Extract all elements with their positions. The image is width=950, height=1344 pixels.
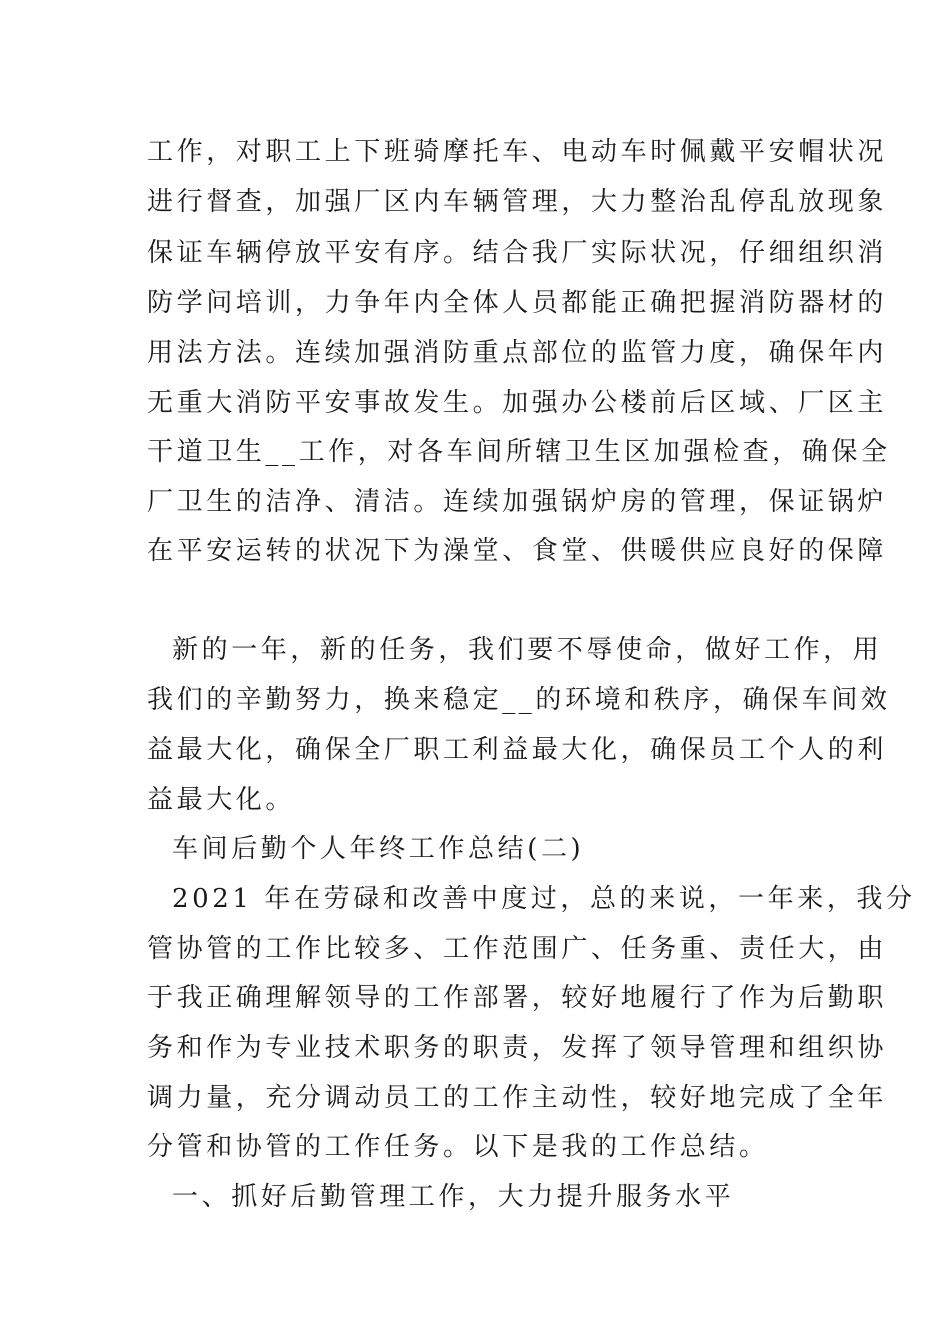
paragraph-line: 保证车辆停放平安有序。结合我厂实际状况，仔细组织消 <box>147 238 888 268</box>
paragraph-line: 调力量，充分调动员工的工作主动性，较好地完成了全年 <box>147 1083 888 1113</box>
paragraph-line: 益最大化。 <box>147 785 296 815</box>
paragraph-line: 干道卫生__工作，对各车间所辖卫生区加强检查，确保全 <box>147 437 891 467</box>
paragraph-line: 益最大化，确保全厂职工利益最大化，确保员工个人的利 <box>147 735 888 765</box>
paragraph-line: 无重大消防平安事故发生。加强办公楼前后区域、厂区主 <box>147 388 888 418</box>
paragraph-line: 在平安运转的状况下为澡堂、食堂、供暖供应良好的保障 <box>147 536 888 566</box>
paragraph-line: 工作，对职工上下班骑摩托车、电动车时佩戴平安帽状况 <box>147 137 888 167</box>
paragraph-line: 防学问培训，力争年内全体人员都能正确把握消防器材的 <box>147 288 888 318</box>
paragraph-line: 厂卫生的洁净、清洁。连续加强锅炉房的管理，保证锅炉 <box>147 487 888 517</box>
section-title: 车间后勤个人年终工作总结(二) <box>172 834 585 864</box>
paragraph-line: 进行督查，加强厂区内车辆管理，大力整治乱停乱放现象 <box>147 187 888 217</box>
paragraph-line: 于我正确理解领导的工作部署，较好地履行了作为后勤职 <box>147 983 888 1013</box>
paragraph-line: 用法方法。连续加强消防重点部位的监管力度，确保年内 <box>147 338 888 368</box>
paragraph-line: 2021 年在劳碌和改善中度过，总的来说，一年来，我分 <box>172 884 916 914</box>
paragraph-line: 分管和协管的工作任务。以下是我的工作总结。 <box>147 1132 769 1162</box>
heading-1: 一、抓好后勤管理工作，大力提升服务水平 <box>172 1182 735 1212</box>
paragraph-line: 新的一年，新的任务，我们要不辱使命，做好工作，用 <box>172 635 883 665</box>
paragraph-line: 我们的辛勤努力，换来稳定__的环境和秩序，确保车间效 <box>147 685 891 715</box>
paragraph-line: 管协管的工作比较多、工作范围广、任务重、责任大，由 <box>147 934 888 964</box>
paragraph-line: 务和作为专业技术职务的职责，发挥了领导管理和组织协 <box>147 1033 888 1063</box>
